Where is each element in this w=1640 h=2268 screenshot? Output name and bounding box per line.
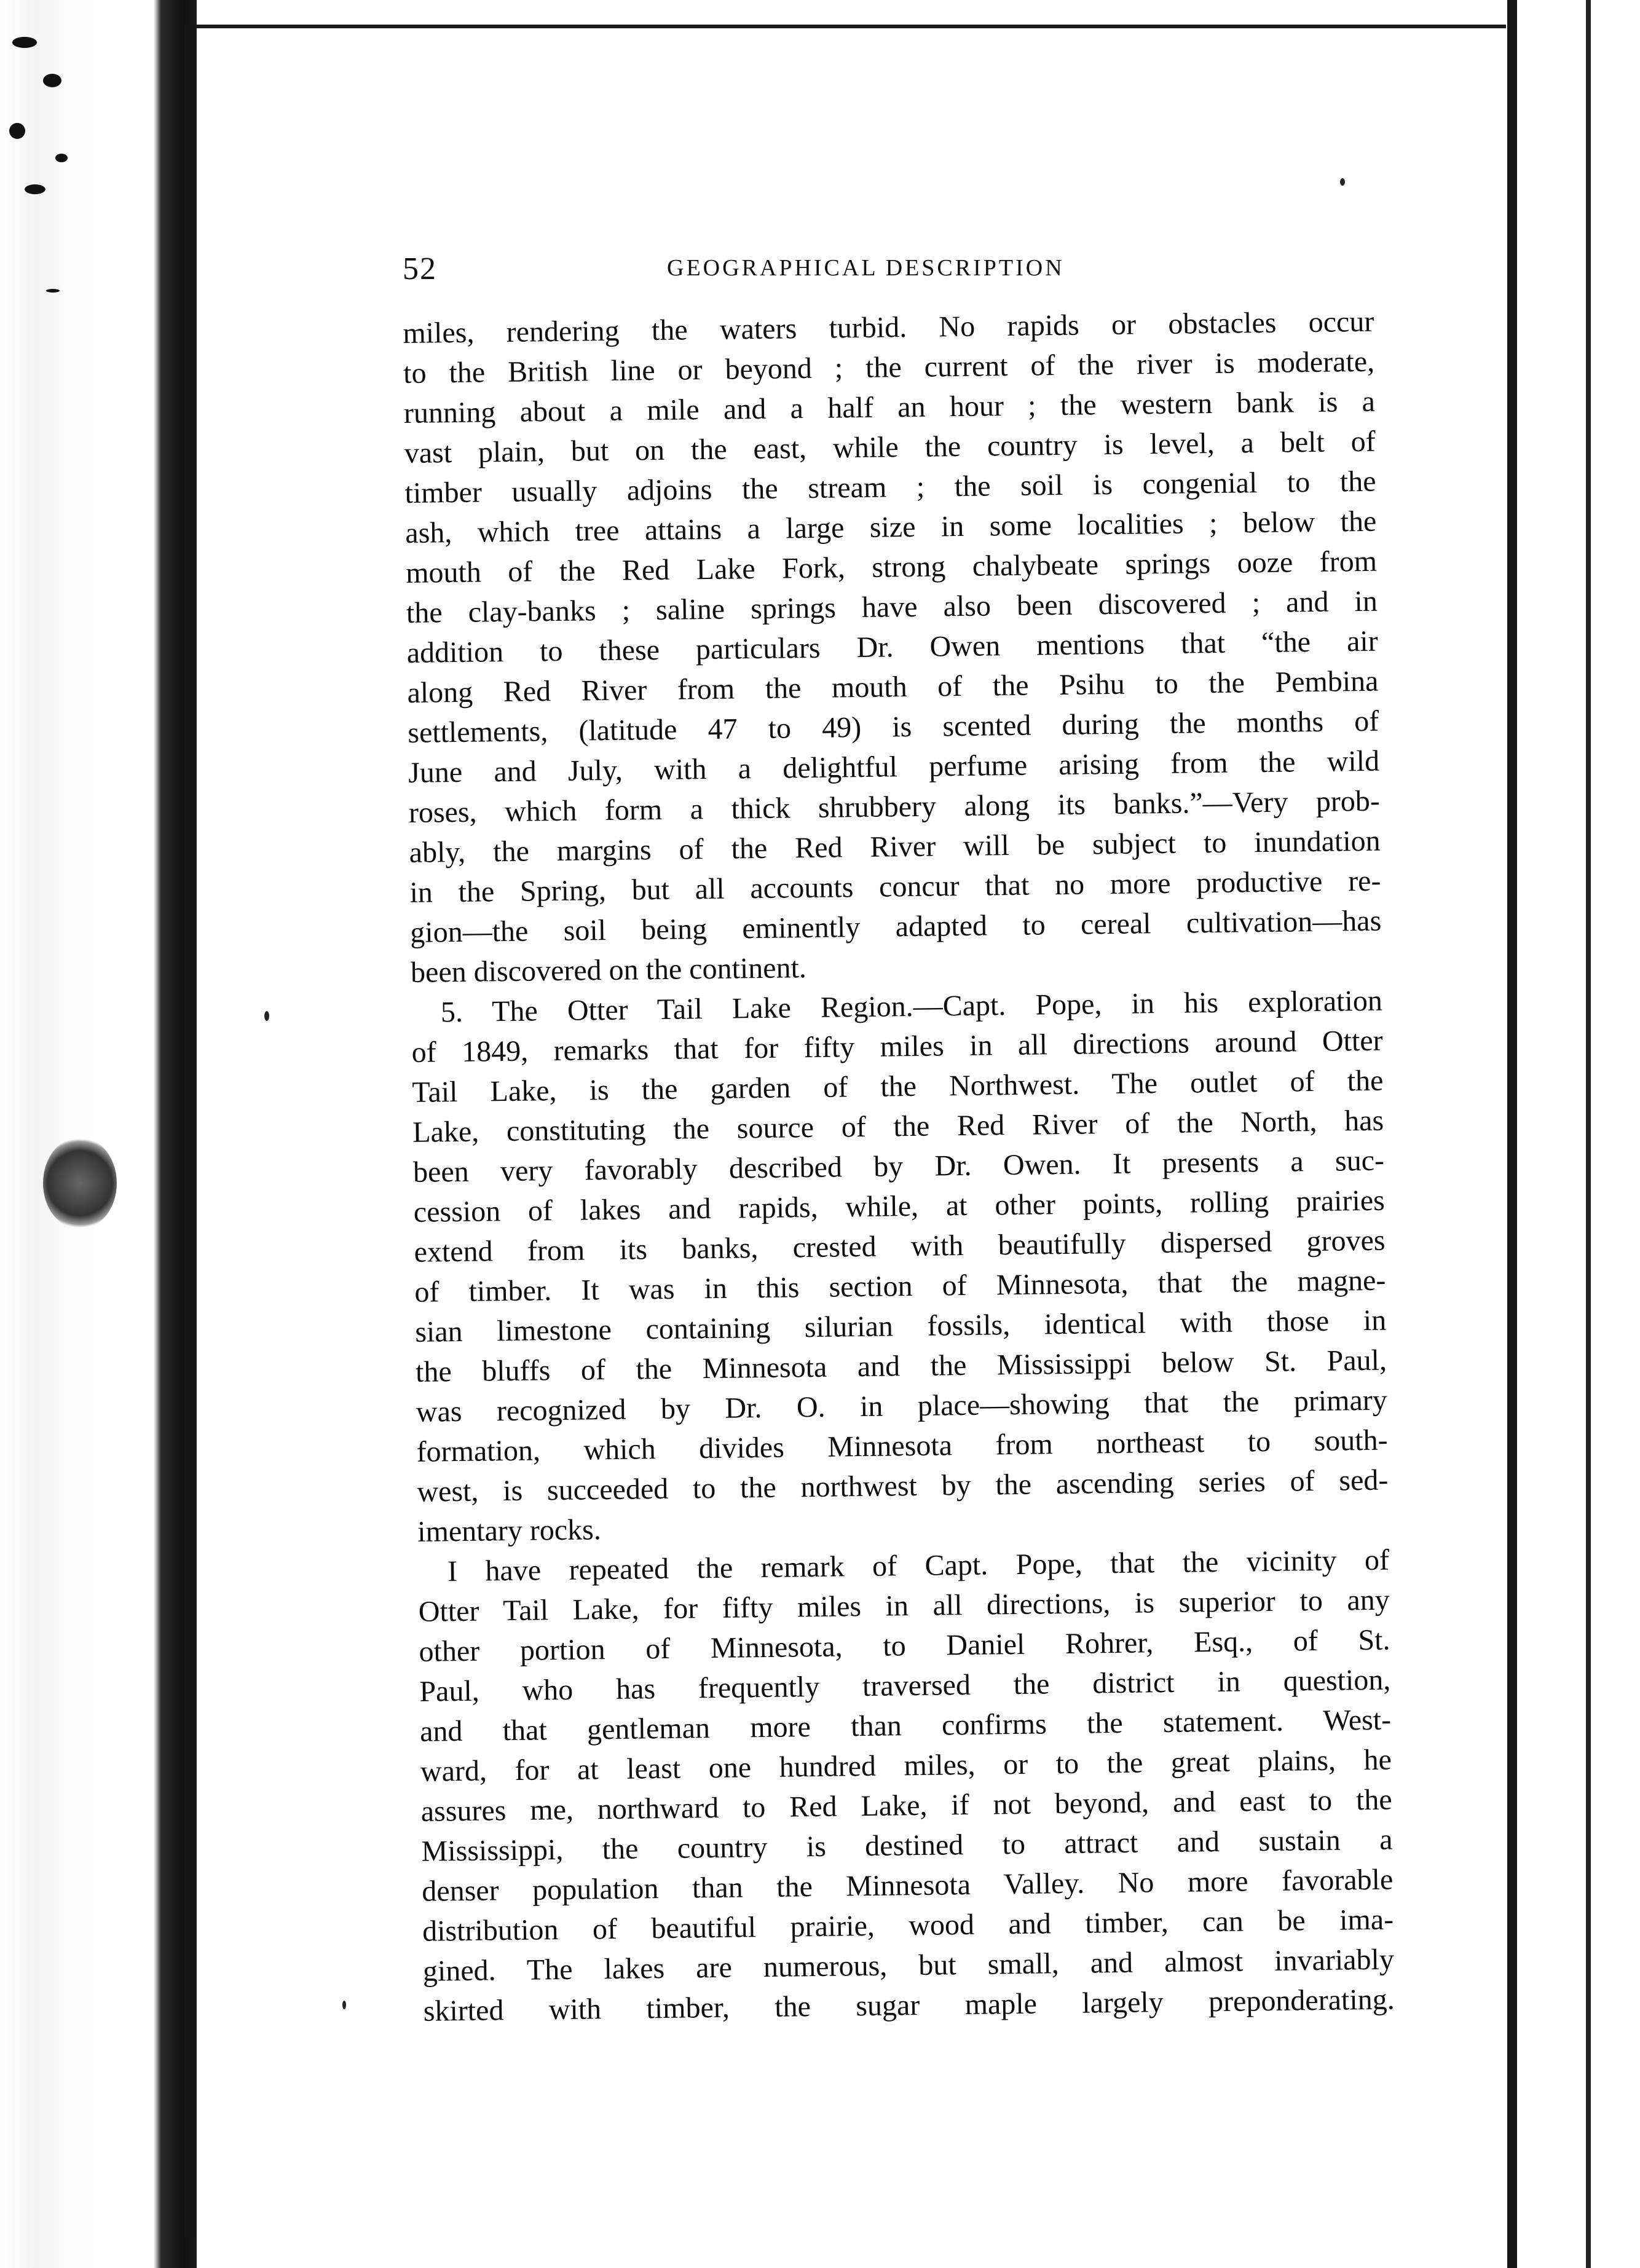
binding-hole [43,1137,117,1229]
text-line: I have repeated the remark of Capt. Pope, that the vicinity of [447,1543,1390,1588]
text-line: mouth of the Red Lake Fork, strong chalybeate springs ooze from [405,545,1378,589]
text-line: to the British line or beyond ; the current of the river is moderate, [403,345,1375,390]
text-line: running about a mile and a half an hour ; the western bank is a [403,385,1376,430]
text-line: west, is succeeded to the northwest by the ascending series of sed- [417,1463,1389,1508]
text-line: extend from its banks, crested with beautifully dispersed groves [414,1224,1386,1269]
ink-speck [1340,178,1345,186]
text-line: timber usually adjoins the stream ; the soil is congenial to the [404,465,1376,510]
text-line: was recognized by Dr. O. in place—showing that the primary [416,1384,1388,1428]
text-line: ward, for at least one hundred miles, or to the great plains, he [420,1743,1392,1788]
ink-speck [264,1011,269,1021]
page-gutter-shadow [184,25,195,2237]
ink-speck [342,2001,346,2009]
text-line: Paul, who has frequently traversed the district in question, [419,1663,1391,1708]
text-line: vast plain, but on the east, while the country is level, a belt of [404,425,1376,470]
scan-binding-edge [0,0,197,2268]
text-line: formation, which divides Minnesota from northeast to south- [416,1423,1388,1468]
text-line: skirted with timber, the sugar maple largely preponderating. [423,1983,1395,2028]
text-line: in the Spring, but all accounts concur that no more productive re- [409,864,1381,909]
page-header [403,251,1362,306]
section-heading-line: 5. The Otter Tail Lake Region.—Capt. Pope, in his exploration [440,984,1383,1029]
body-text [403,302,1395,2031]
text-line: gined. The lakes are numerous, but small, and almost invariably [422,1943,1395,1988]
text-line: the bluffs of the Minnesota and the Mississippi below St. Paul, [415,1344,1387,1388]
text-line: gion—the soil being eminently adapted to cereal cultivation—has [409,904,1382,949]
text-line: Mississippi, the country is destined to attract and sustain a [421,1823,1393,1868]
text-line: cession of lakes and rapids, while, at other points, rolling prairies [413,1184,1386,1229]
text-line: Tail Lake, is the garden of the Northwest. The outlet of the [412,1064,1384,1109]
text-line: Lake, constituting the source of the Red River of the North, has [412,1104,1384,1149]
page-number: 52 [403,251,437,286]
text-line: imentary rocks. [417,1513,602,1548]
text-line: along Red River from the mouth of the Psihu to the Pembina [407,664,1379,709]
text-line: denser population than the Minnesota Valley. No more favorable [422,1863,1394,1908]
facing-page-edge [1506,0,1640,2268]
text-line: miles, rendering the waters turbid. No rapids or obstacles occur [403,305,1374,350]
text-line: ash, which tree attains a large size in some localities ; below the [405,505,1377,549]
text-line: the clay-banks ; saline springs have also been discovered ; and in [406,585,1378,629]
text-line: ably, the margins of the Red River will be subject to inundation [409,824,1381,869]
text-line: addition to these particulars Dr. Owen mentions that “the air [406,624,1378,669]
text-line: of 1849, remarks that for fifty miles in all directions around Otter [411,1024,1383,1069]
running-title: GEOGRAPHICAL DESCRIPTION [667,255,1065,281]
text-line: been very favorably described by Dr. Owen. It presents a suc- [412,1144,1385,1189]
text-line: settlements, (latitude 47 to 49) is scented during the months of [408,704,1379,749]
text-line: assures me, northward to Red Lake, if not beyond, and east to the [420,1783,1392,1828]
text-line: June and July, with a delightful perfume arising from the wild [408,744,1380,789]
text-line: of timber. It was in this section of Minnesota, that the magne- [414,1264,1386,1309]
text-line: roses, which form a thick shrubbery along its banks.”—Very prob- [408,784,1381,829]
text-line: been discovered on the continent. [410,951,807,989]
text-line: sian limestone containing silurian fossils, identical with those in [414,1304,1387,1349]
text-line: and that gentleman more than confirms the statement. West- [419,1703,1392,1748]
text-line: other portion of Minnesota, to Daniel Rohrer, Esq., of St. [419,1623,1390,1668]
text-line: distribution of beautiful prairie, wood and timber, can be ima- [422,1903,1394,1948]
text-line: Otter Tail Lake, for fifty miles in all directions, is superior to any [418,1583,1390,1628]
